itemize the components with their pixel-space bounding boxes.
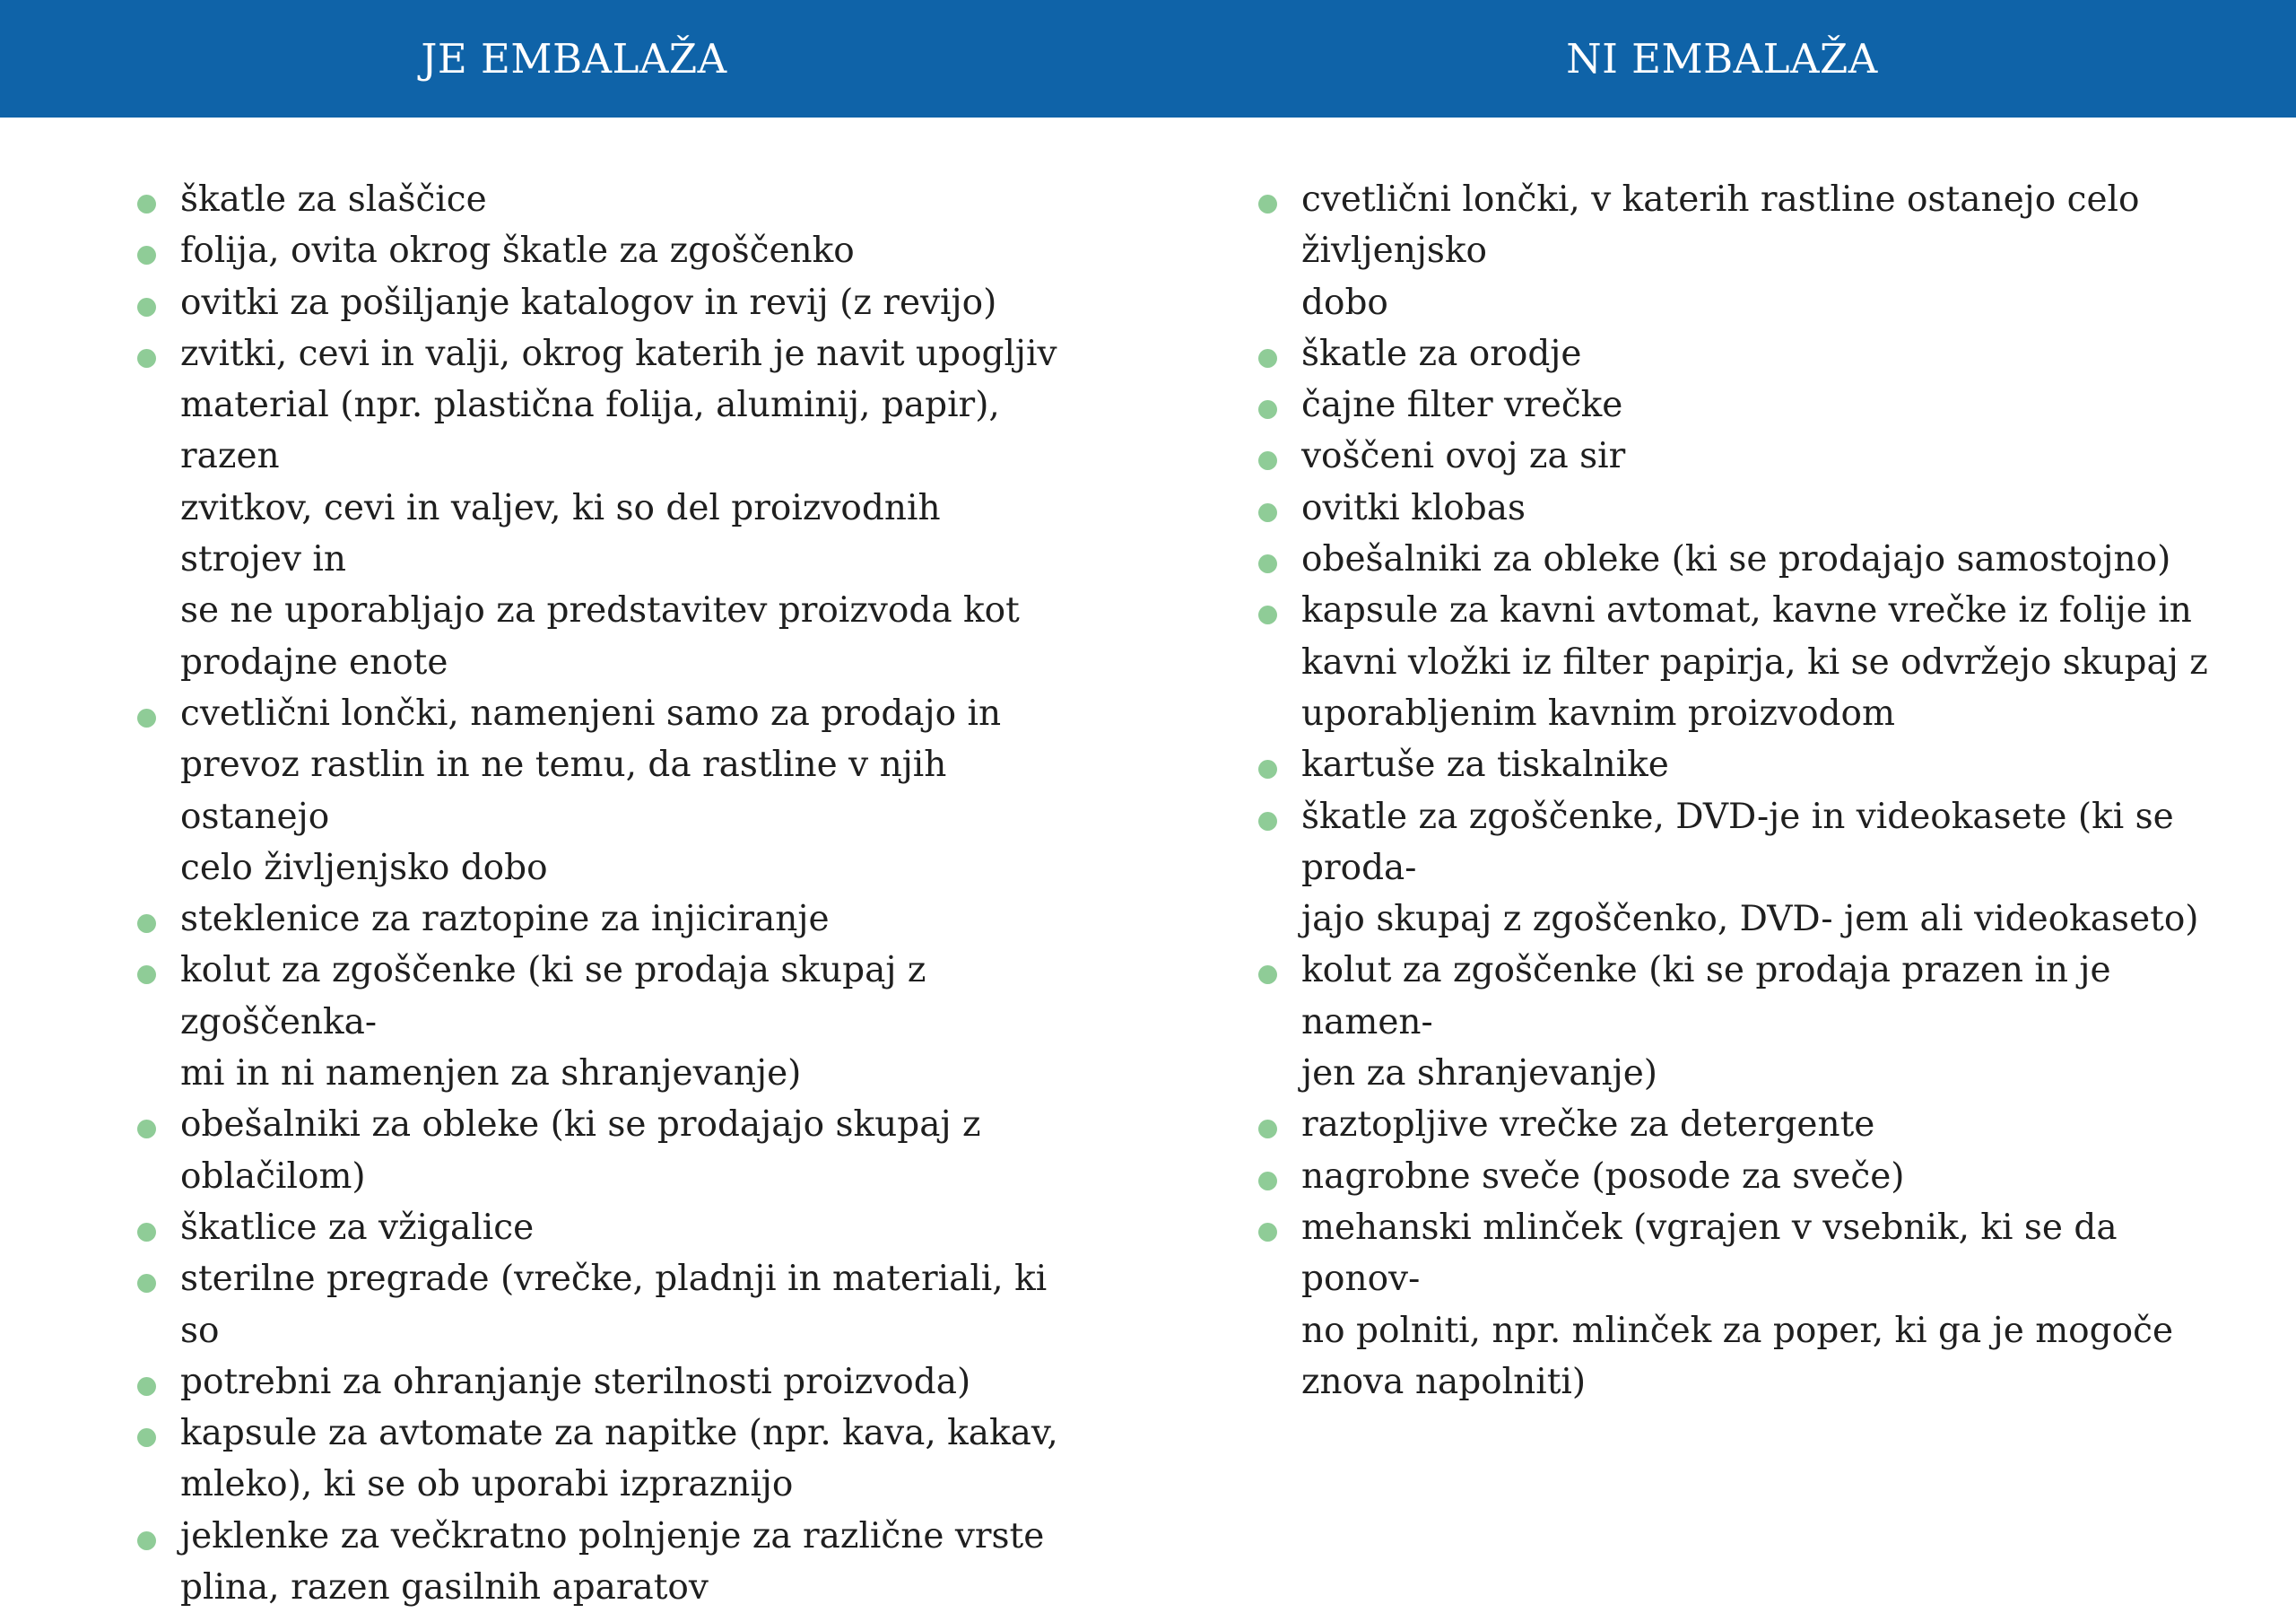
not-packaging-item-text: čajne filter vrečke xyxy=(1301,385,1623,426)
bullet-icon xyxy=(137,914,156,933)
bullet-icon xyxy=(137,709,156,728)
not-packaging-item-text: ovitki klobas xyxy=(1301,487,1526,528)
not-packaging-item-text: kartuše za tiskalnike xyxy=(1301,745,1669,786)
not-packaging-item xyxy=(1256,1202,2215,1408)
packaging-item-text: steklenice za raztopine za injiciranje xyxy=(180,899,830,940)
bullet-icon xyxy=(1258,1120,1277,1138)
not-packaging-item-text: škatle za orodje xyxy=(1301,333,1582,374)
not-packaging-item-text: raztopljive vrečke za detergente xyxy=(1301,1104,1875,1146)
packaging-item xyxy=(135,174,1067,225)
list-not-packaging xyxy=(1256,174,2215,1408)
bullet-icon xyxy=(1258,554,1277,573)
packaging-item-text: ovitki za pošiljanje katalogov in revij (z revijo) xyxy=(180,282,997,323)
packaging-item-text: obešalniki za obleke (ki se prodajajo skupaj z oblačilom) xyxy=(180,1104,981,1197)
packaging-item xyxy=(135,1356,1067,1408)
packaging-item xyxy=(135,277,1067,328)
packaging-item-text: jeklenke za večkratno polnjenje za različne vrste plina, razen gasilnih aparatov xyxy=(180,1515,1045,1609)
not-packaging-item-text: cvetlični lončki, v katerih rastline ostanejo celo življenjsko dobo xyxy=(1301,179,2140,323)
not-packaging-item xyxy=(1256,1099,2215,1150)
bullet-icon xyxy=(137,195,156,214)
not-packaging-item xyxy=(1256,1151,2215,1202)
bullet-icon xyxy=(1258,812,1277,831)
bullet-icon xyxy=(137,1274,156,1293)
packaging-item xyxy=(135,1511,1067,1613)
packaging-item xyxy=(135,894,1067,945)
not-packaging-item-text: škatle za zgoščenke, DVD-je in videokasete (ki se proda- jajo skupaj z zgoščenko, DVD- jem ali videokaseto) xyxy=(1301,796,2199,940)
header-title-packaging: JE EMBALAŽA xyxy=(421,35,727,83)
list-packaging xyxy=(135,174,1067,1613)
packaging-item xyxy=(135,688,1067,894)
bullet-icon xyxy=(137,246,156,265)
header-title-not-packaging: NI EMBALAŽA xyxy=(1566,35,1878,83)
bullet-icon xyxy=(137,1531,156,1550)
not-packaging-item xyxy=(1256,431,2215,482)
not-packaging-item-text: kapsule za kavni avtomat, kavne vrečke iz folije in kavni vložki iz filter papirja, ki se odvržejo skupaj z uporabljenim kavnim proizvodom xyxy=(1301,590,2208,734)
bullet-icon xyxy=(137,1428,156,1447)
packaging-item-text: zvitki, cevi in valji, okrog katerih je navit upogljiv material (npr. plastična folija, aluminij, papir), razen zvitkov, cevi in valjev, ki so del proizvodnih strojev in se ne uporabljajo za predstavitev proizvoda kot prodajne enote xyxy=(180,333,1057,683)
packaging-item xyxy=(135,1099,1067,1202)
packaging-item xyxy=(135,1202,1067,1253)
packaging-item xyxy=(135,328,1067,688)
packaging-item xyxy=(135,945,1067,1099)
not-packaging-item-text: mehanski mlinček (vgrajen v vsebnik, ki se da ponov- no polniti, npr. mlinček za poper, ki ga je mogoče znova napolniti) xyxy=(1301,1207,2174,1402)
not-packaging-item xyxy=(1256,174,2215,328)
packaging-item-text: potrebni za ohranjanje sterilnosti proizvoda) xyxy=(180,1361,971,1402)
bullet-icon xyxy=(1258,503,1277,522)
not-packaging-item-text: kolut za zgoščenke (ki se prodaja prazen in je namen- jen za shranjevanje) xyxy=(1301,950,2111,1094)
bullet-icon xyxy=(1258,349,1277,368)
bullet-icon xyxy=(1258,965,1277,984)
packaging-item-text: škatle za slaščice xyxy=(180,179,487,220)
bullet-icon xyxy=(137,1377,156,1396)
bullet-icon xyxy=(137,965,156,984)
not-packaging-item-text: nagrobne sveče (posode za sveče) xyxy=(1301,1155,1905,1197)
not-packaging-item xyxy=(1256,379,2215,431)
bullet-icon xyxy=(137,1120,156,1138)
not-packaging-item xyxy=(1256,585,2215,739)
packaging-item-text: kolut za zgoščenke (ki se prodaja skupaj z zgoščenka- mi in ni namenjen za shranjevanje) xyxy=(180,950,926,1094)
bullet-icon xyxy=(1258,451,1277,470)
packaging-item xyxy=(135,1408,1067,1511)
not-packaging-item-text: obešalniki za obleke (ki se prodajajo samostojno) xyxy=(1301,539,2171,580)
not-packaging-item xyxy=(1256,739,2215,790)
not-packaging-item xyxy=(1256,791,2215,946)
packaging-item-text: sterilne pregrade (vrečke, pladnji in materiali, ki so xyxy=(180,1259,1048,1351)
packaging-item xyxy=(135,225,1067,276)
not-packaging-item xyxy=(1256,483,2215,534)
bullet-icon xyxy=(137,298,156,317)
bullet-icon xyxy=(1258,606,1277,624)
bullet-icon xyxy=(1258,760,1277,779)
header-bar xyxy=(0,0,2296,118)
not-packaging-item xyxy=(1256,945,2215,1099)
bullet-icon xyxy=(137,349,156,368)
bullet-icon xyxy=(1258,1223,1277,1242)
packaging-item-text: cvetlični lončki, namenjeni samo za prodajo in prevoz rastlin in ne temu, da rastline v njih ostanejo celo življenjsko dobo xyxy=(180,693,1002,888)
packaging-item-text: škatlice za vžigalice xyxy=(180,1207,535,1248)
not-packaging-item xyxy=(1256,328,2215,379)
not-packaging-item-text: voščeni ovoj za sir xyxy=(1301,436,1626,477)
bullet-icon xyxy=(137,1223,156,1242)
packaging-item xyxy=(135,1253,1067,1356)
bullet-icon xyxy=(1258,400,1277,419)
bullet-icon xyxy=(1258,195,1277,214)
bullet-icon xyxy=(1258,1172,1277,1190)
packaging-item-text: folija, ovita okrog škatle za zgoščenko xyxy=(180,231,855,272)
packaging-item-text: kapsule za avtomate za napitke (npr. kava, kakav, mleko), ki se ob uporabi izpraznijo xyxy=(180,1413,1058,1505)
not-packaging-item xyxy=(1256,534,2215,585)
